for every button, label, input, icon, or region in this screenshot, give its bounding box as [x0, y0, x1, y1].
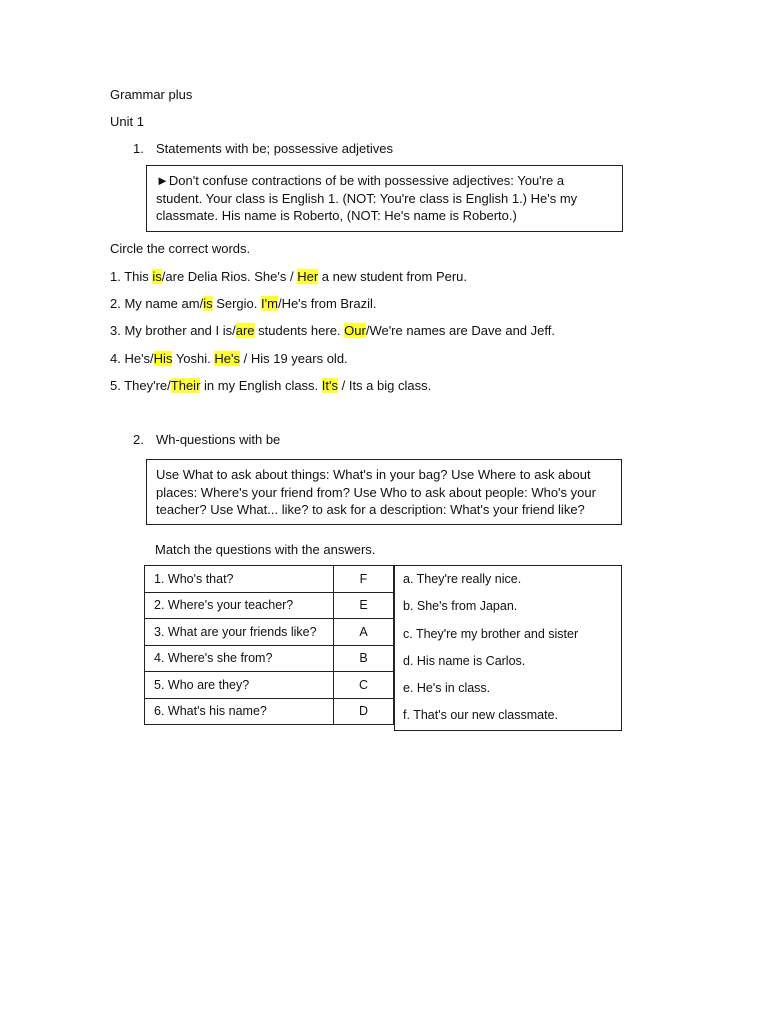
question-cell: 6. What's his name? — [145, 698, 334, 725]
table-row — [145, 698, 394, 725]
question-cell: 5. Who are they? — [145, 672, 334, 699]
highlighted-answer: Our — [344, 323, 366, 338]
section-1-heading: Statements with be; possessive adjetives — [156, 141, 394, 156]
highlighted-answer: Her — [297, 269, 319, 284]
answer-letter-cell: B — [334, 645, 394, 672]
highlighted-answer: He's — [214, 351, 240, 366]
section-2-heading: Wh-questions with be — [156, 432, 281, 447]
table-row — [145, 619, 394, 646]
highlighted-answer: Their — [170, 378, 201, 393]
table-row — [145, 592, 394, 619]
answer-letter-cell: A — [334, 619, 394, 646]
document-title: Grammar plus — [110, 87, 193, 102]
section-2-note-box: Use What to ask about things: What's in your bag? Use Where to ask about places: Where's your friend from? Use Who to ask about people: Who's your teacher? Use What... like? to ask for a description: What's your friend like? — [146, 459, 622, 525]
section-1-note-box: ►Don't confuse contractions of be with possessive adjectives: You're a student. Your class is English 1. (NOT: You're class is English 1.) He's my classmate. His name is Roberto, (NOT: He's name is Roberto.) — [146, 165, 623, 232]
question-table — [144, 565, 394, 725]
table-row — [145, 566, 394, 593]
sentence-5: 5. They're/Their in my English class. It's / Its a big class. — [110, 378, 432, 393]
section-2-instruction: Match the questions with the answers. — [155, 542, 376, 557]
table-row — [145, 672, 394, 699]
list-item: e. He's in class. — [403, 681, 491, 696]
list-item: a. They're really nice. — [403, 572, 522, 586]
question-cell: 1. Who's that? — [145, 566, 334, 593]
list-item: b. She's from Japan. — [403, 599, 518, 614]
highlighted-answer: is — [203, 296, 213, 311]
answer-letter-cell: C — [334, 672, 394, 699]
answer-letter-cell: F — [334, 566, 394, 593]
highlighted-answer: is — [152, 269, 162, 284]
answer-list-box — [394, 565, 622, 731]
sentence-3: 3. My brother and I is/are students here. Our/We're names are Dave and Jeff. — [110, 323, 555, 338]
sentence-1: 1. This is/are Delia Rios. She's / Her a new student from Peru. — [110, 269, 468, 284]
unit-label: Unit 1 — [110, 114, 144, 129]
question-cell: 3. What are your friends like? — [145, 619, 334, 646]
sentence-4: 4. He's/His Yoshi. He's / His 19 years old. — [110, 351, 348, 366]
sentence-2: 2. My name am/is Sergio. I'm/He's from Brazil. — [110, 296, 377, 311]
highlighted-answer: His — [153, 351, 173, 366]
section-1-instruction: Circle the correct words. — [110, 241, 251, 256]
highlighted-answer: are — [235, 323, 255, 338]
table-row — [145, 645, 394, 672]
list-item: d. His name is Carlos. — [403, 653, 526, 668]
question-cell: 4. Where's she from? — [145, 645, 334, 672]
highlighted-answer: I'm — [261, 296, 278, 311]
answer-letter-cell: D — [334, 698, 394, 725]
list-item: c. They're my brother and sister — [403, 626, 579, 641]
answer-letter-cell: E — [334, 592, 394, 619]
section-2-number: 2. — [133, 432, 144, 447]
list-item: f. That's our new classmate. — [403, 708, 558, 723]
highlighted-answer: It's — [321, 378, 338, 393]
section-1-number: 1. — [133, 141, 144, 156]
question-cell: 2. Where's your teacher? — [145, 592, 334, 619]
